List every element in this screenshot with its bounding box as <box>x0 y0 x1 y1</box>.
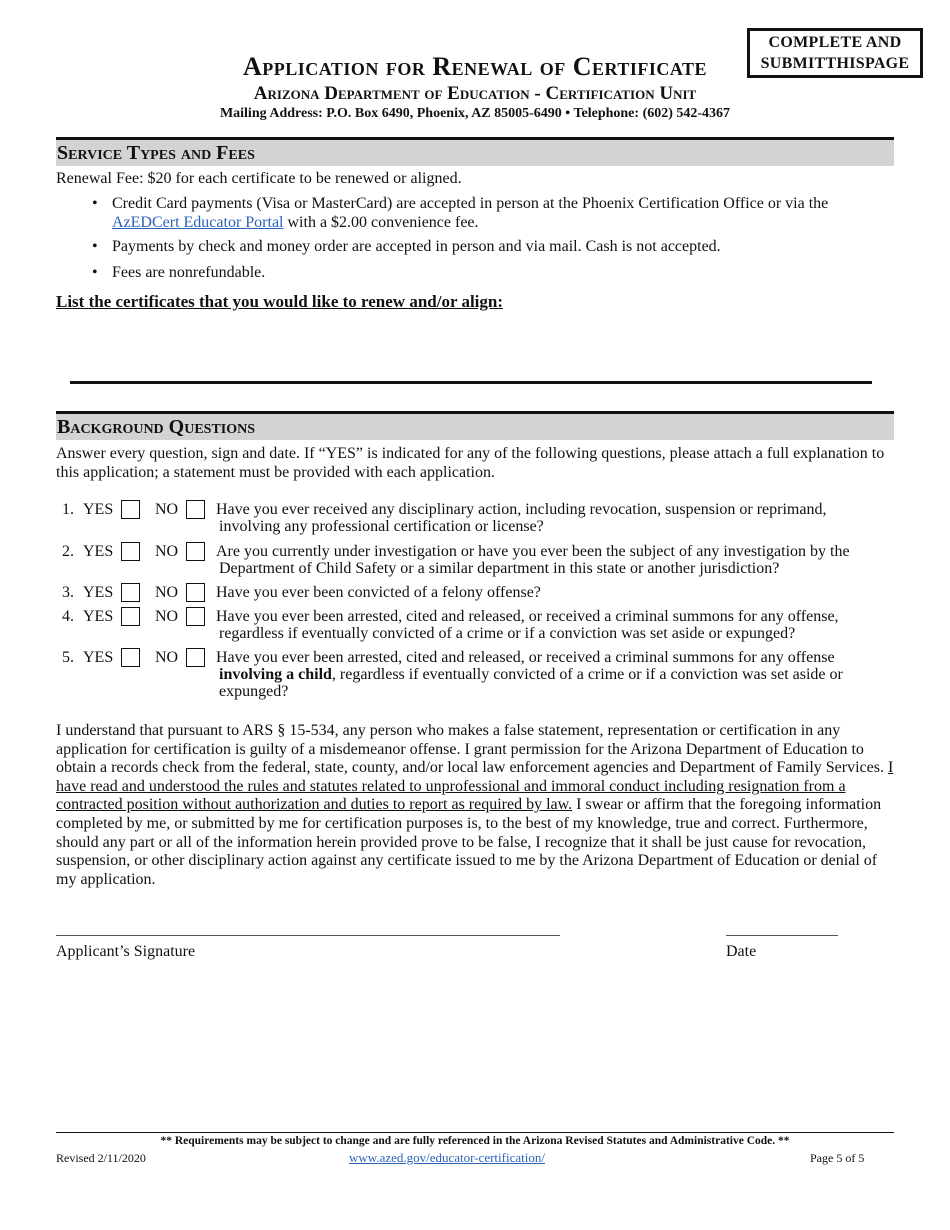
signature-line[interactable] <box>56 935 560 936</box>
no-label: NO <box>155 649 179 666</box>
signature-label: Applicant’s Signature <box>56 943 196 960</box>
no-label: NO <box>155 584 179 601</box>
no-checkbox[interactable] <box>186 500 205 519</box>
legal-statement: I understand that pursuant to ARS § 15-534, any person who makes a false statement, representation or certification in any application for certification is guilty of a misdemeanor offense. I grant permission for the Arizona Department of Education to obtain a records check from the federal, state, county, and/or local law enforcement agencies and Department of Family Services. I have read and understood the rules and statutes related to unprofessional and immoral conduct including resignation from a contracted position without authorization and duties to report as required by law. I swear or affirm that the foregoing information completed by me, or submitted by me for certification purposes is, to the best of my knowledge, true and correct. Furthermore, should any part or all of the information herein provided prove to be false, I recognize that it shall be just cause for revocation, suspension, or other disciplinary action against any certificate issued to me by the Arizona Department of Education or denial of my application. <box>56 722 894 888</box>
yes-label: YES <box>83 608 114 625</box>
question-number: 4. <box>62 608 74 625</box>
question-text: Have you ever been arrested, cited and released, or received a criminal summons for any offense involving a child, regardless if eventually convicted of a crime or if a conviction was set aside or expunged? <box>216 649 843 700</box>
bullet-dot: • <box>92 264 98 281</box>
background-heading-text: Background Questions <box>57 416 256 438</box>
bullet-credit-card <box>92 195 892 235</box>
background-intro: Answer every question, sign and date. If “YES” is indicated for any of the following questions, please attach a full explanation to this application; a statement must be provided with each application. <box>56 445 885 481</box>
footer-divider <box>56 1132 894 1133</box>
yes-label: YES <box>83 543 114 560</box>
question-number: 5. <box>62 649 74 666</box>
question-number: 3. <box>62 584 74 601</box>
bullet-nonrefundable-text: Fees are nonrefundable. <box>112 264 266 281</box>
yes-checkbox[interactable] <box>121 542 140 561</box>
question-text: Have you ever received any disciplinary action, including revocation, suspension or reprimand, involving any professional certification or license? <box>216 501 827 535</box>
mailing-address: Mailing Address: P.O. Box 6490, Phoenix, AZ 85005-6490 • Telephone: (602) 542-4367 <box>219 106 731 121</box>
certificates-entry-line[interactable] <box>70 381 872 384</box>
fees-heading-text: Service Types and Fees <box>57 142 255 164</box>
footer-url-wrap <box>0 1150 894 1166</box>
yes-checkbox[interactable] <box>121 607 140 626</box>
certificates-list-title: List the certificates that you would like to renew and/or align: <box>56 292 504 311</box>
bullet-dot: • <box>92 195 98 212</box>
question-text: Have you ever been convicted of a felony offense? <box>216 584 541 601</box>
question-4 <box>56 608 896 644</box>
no-label: NO <box>155 608 179 625</box>
bullet-dot: • <box>92 238 98 255</box>
question-text: Have you ever been arrested, cited and released, or received a criminal summons for any offense, regardless if eventually convicted of a crime or if a conviction was set aside or expunged? <box>216 608 839 642</box>
fees-section-heading <box>56 140 894 166</box>
footer-revised: Revised 2/11/2020 <box>56 1151 146 1165</box>
yes-checkbox[interactable] <box>121 648 140 667</box>
date-line[interactable] <box>726 935 838 936</box>
yes-label: YES <box>83 649 114 666</box>
yes-label: YES <box>83 501 114 518</box>
question-5 <box>56 649 896 701</box>
no-label: NO <box>155 543 179 560</box>
question-1 <box>56 501 896 537</box>
no-checkbox[interactable] <box>186 583 205 602</box>
legal-underlined: I have read and understood the rules and statutes related to unprofessional and immoral conduct including resignation from a contracted position without authorization and duties to report as required by law. <box>56 759 894 814</box>
question-number: 1. <box>62 501 74 518</box>
footer-requirements: ** Requirements may be subject to change and are fully referenced in the Arizona Revised Statutes and Administrative Code. ** <box>160 1135 790 1147</box>
no-checkbox[interactable] <box>186 542 205 561</box>
question-3 <box>56 584 896 604</box>
page-number: Page 5 of 5 <box>810 1151 865 1165</box>
stamp-line2: SUBMITTHISPAGE <box>760 55 910 72</box>
yes-checkbox[interactable] <box>121 500 140 519</box>
bullet-credit-card-text: Credit Card payments (Visa or MasterCard) are accepted in person at the Phoenix Certification Office or via the AzEDCert Educator Portal with a $2.00 convenience fee. <box>112 195 829 231</box>
yes-checkbox[interactable] <box>121 583 140 602</box>
department-subtitle: Arizona Department of Education - Certification Unit <box>253 83 697 104</box>
footer-url-link[interactable]: www.azed.gov/educator-certification/ <box>349 1150 545 1165</box>
question-text: Are you currently under investigation or have you ever been the subject of any investigation by the Department of Child Safety or a similar department in this state or another jurisdiction? <box>216 543 850 577</box>
yes-label: YES <box>83 584 114 601</box>
page-title: Application for Renewal of Certificate <box>242 52 708 81</box>
educator-portal-link[interactable]: AzEDCert Educator Portal <box>112 213 284 231</box>
background-section-heading <box>56 414 894 440</box>
bullet-check-text: Payments by check and money order are accepted in person and via mail. Cash is not accepted. <box>112 238 721 255</box>
stamp-line1: COMPLETE AND <box>768 34 902 51</box>
question-number: 2. <box>62 543 74 560</box>
no-checkbox[interactable] <box>186 607 205 626</box>
no-label: NO <box>155 501 179 518</box>
date-label: Date <box>726 943 757 960</box>
no-checkbox[interactable] <box>186 648 205 667</box>
renewal-fee-text: Renewal Fee: $20 for each certificate to be renewed or aligned. <box>56 170 462 187</box>
question-2 <box>56 543 896 579</box>
